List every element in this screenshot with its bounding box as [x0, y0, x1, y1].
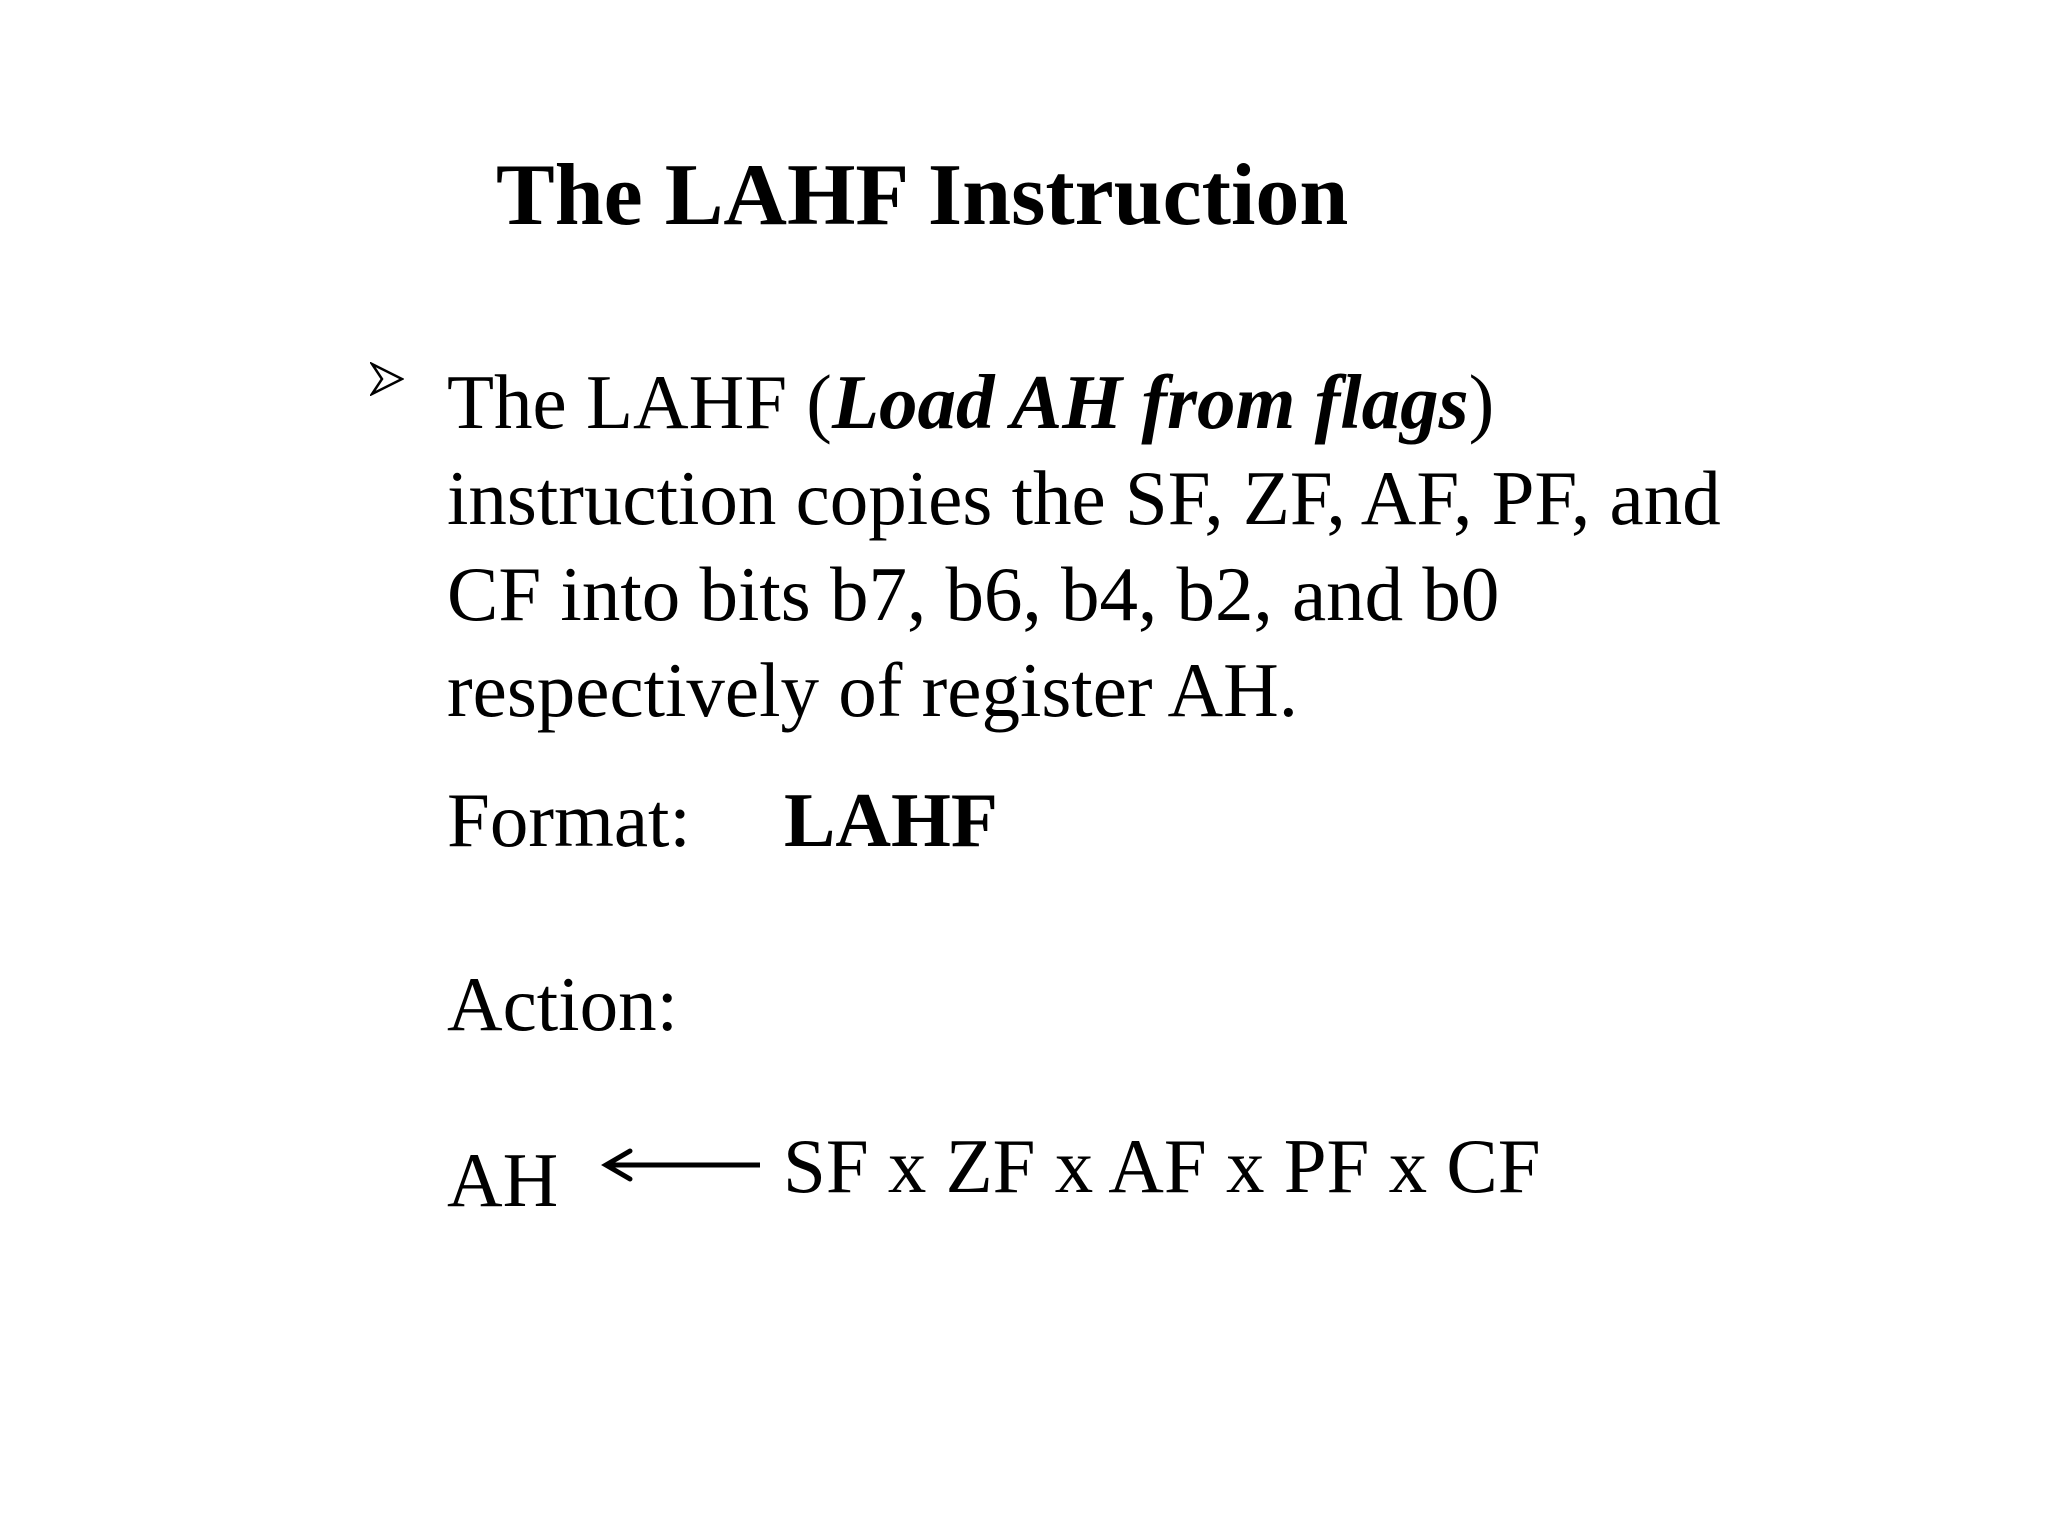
arrowhead-bullet-icon — [370, 362, 404, 396]
format-value: LAHF — [784, 777, 998, 863]
equation-expression: SF x ZF x AF x PF x CF — [783, 1123, 1541, 1209]
bullet-line-2: instruction copies the SF, ZF, AF, PF, and — [447, 455, 1721, 541]
bullet-lead: The LAHF ( — [447, 359, 832, 445]
bullet-paragraph — [447, 354, 1887, 738]
format-label: Format: — [447, 777, 691, 863]
bullet-line-1 — [447, 354, 1887, 450]
bullet-tail: ) — [1468, 359, 1495, 445]
bullet-emphasis: Load AH from flags — [831, 359, 1469, 445]
slide-title: The LAHF Instruction — [496, 147, 1349, 244]
bullet-line-3: CF into bits b7, b6, b4, b2, and b0 — [447, 551, 1500, 637]
action-label: Action: — [447, 961, 678, 1047]
equation-target: AH — [447, 1137, 559, 1223]
bullet-line-4: respectively of register AH. — [447, 647, 1298, 733]
left-arrow-icon — [600, 1147, 762, 1183]
